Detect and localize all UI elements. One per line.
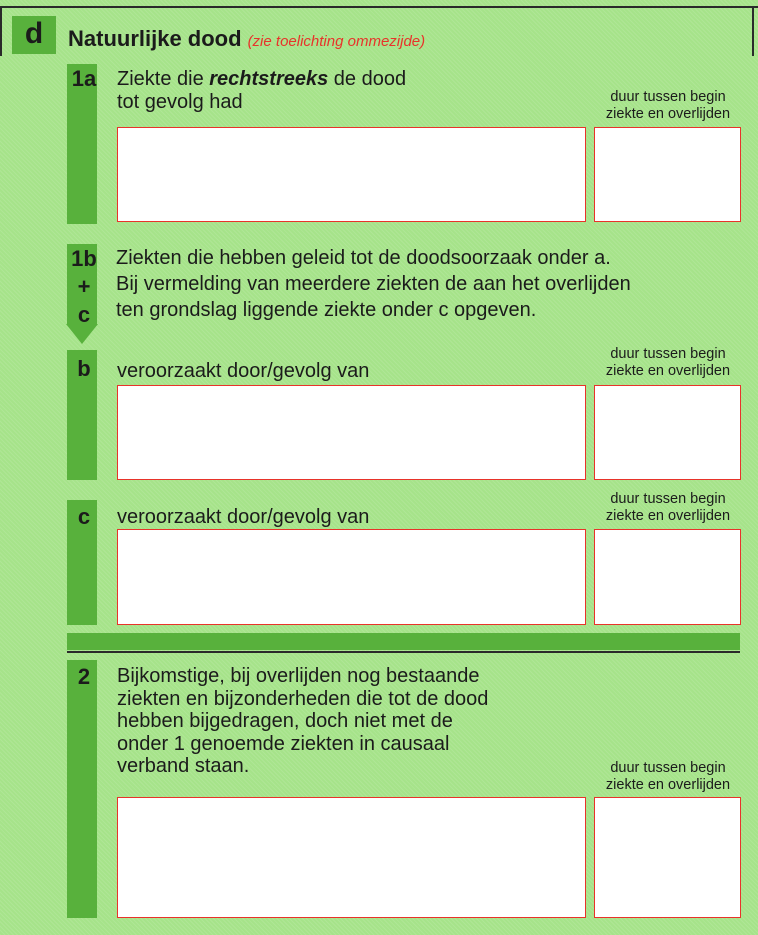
question-1a-line2: tot gevolg had [117, 91, 243, 113]
question-1bc-line2: Bij vermelding van meerdere ziekten de aan het overlijden [116, 273, 631, 295]
question-1a-line1: Ziekte die rechtstreeks de dood [117, 68, 407, 90]
duration-field-c[interactable] [594, 529, 741, 625]
question-2-line2: ziekten en bijzonderheden die tot de dood [117, 687, 489, 710]
cause-field-2[interactable] [117, 797, 586, 918]
cause-field-b[interactable] [117, 385, 586, 480]
duration-field-b[interactable] [594, 385, 741, 480]
section-title-text: Natuurlijke dood [68, 26, 242, 51]
section-note: (zie toelichting ommezijde) [247, 33, 426, 50]
section-title [68, 26, 425, 52]
question-1bc [116, 245, 631, 323]
cause-field-1a[interactable] [117, 127, 586, 222]
question-2-line5: verband staan. [117, 755, 250, 777]
section-separator [67, 633, 740, 650]
question-2-line1: Bijkomstige, bij overlijden nog bestaande [117, 665, 480, 687]
duration-label-2: duur tussen begin ziekte en overlijden [605, 760, 731, 793]
label-b: b [77, 356, 91, 381]
duration-label-b: duur tussen begin ziekte en overlijden [605, 346, 731, 379]
separator-line [67, 651, 740, 653]
question-b: veroorzaakt door/gevolg van [117, 360, 370, 382]
label-plus: + [77, 274, 91, 299]
question-2 [117, 665, 488, 778]
label-1b: 1b [71, 246, 97, 271]
label-c: c [77, 504, 91, 529]
duration-label-1a: duur tussen begin ziekte en overlijden [605, 89, 731, 122]
question-1bc-line3: ten grondslag liggende ziekte onder c opgeven. [116, 299, 537, 321]
duration-field-2[interactable] [594, 797, 741, 918]
duration-field-1a[interactable] [594, 127, 741, 222]
question-2-line3: hebben bijgedragen, doch niet met de [117, 710, 453, 732]
question-2-line4: onder 1 genoemde ziekten in causaal [117, 732, 450, 755]
right-border [752, 6, 754, 56]
bar-2 [67, 660, 97, 918]
question-c: veroorzaakt door/gevolg van [117, 506, 370, 528]
label-1a: 1a [71, 66, 97, 91]
question-1a [117, 68, 406, 114]
top-border [0, 6, 758, 8]
label-2: 2 [77, 664, 91, 689]
duration-label-c: duur tussen begin ziekte en overlijden [605, 491, 731, 524]
label-c-intro: c [77, 302, 91, 327]
cause-field-c[interactable] [117, 529, 586, 625]
question-1bc-line1: Ziekten die hebben geleid tot de doodsoorzaak onder a. [116, 247, 611, 269]
section-badge: d [12, 16, 56, 54]
left-border [0, 6, 2, 56]
